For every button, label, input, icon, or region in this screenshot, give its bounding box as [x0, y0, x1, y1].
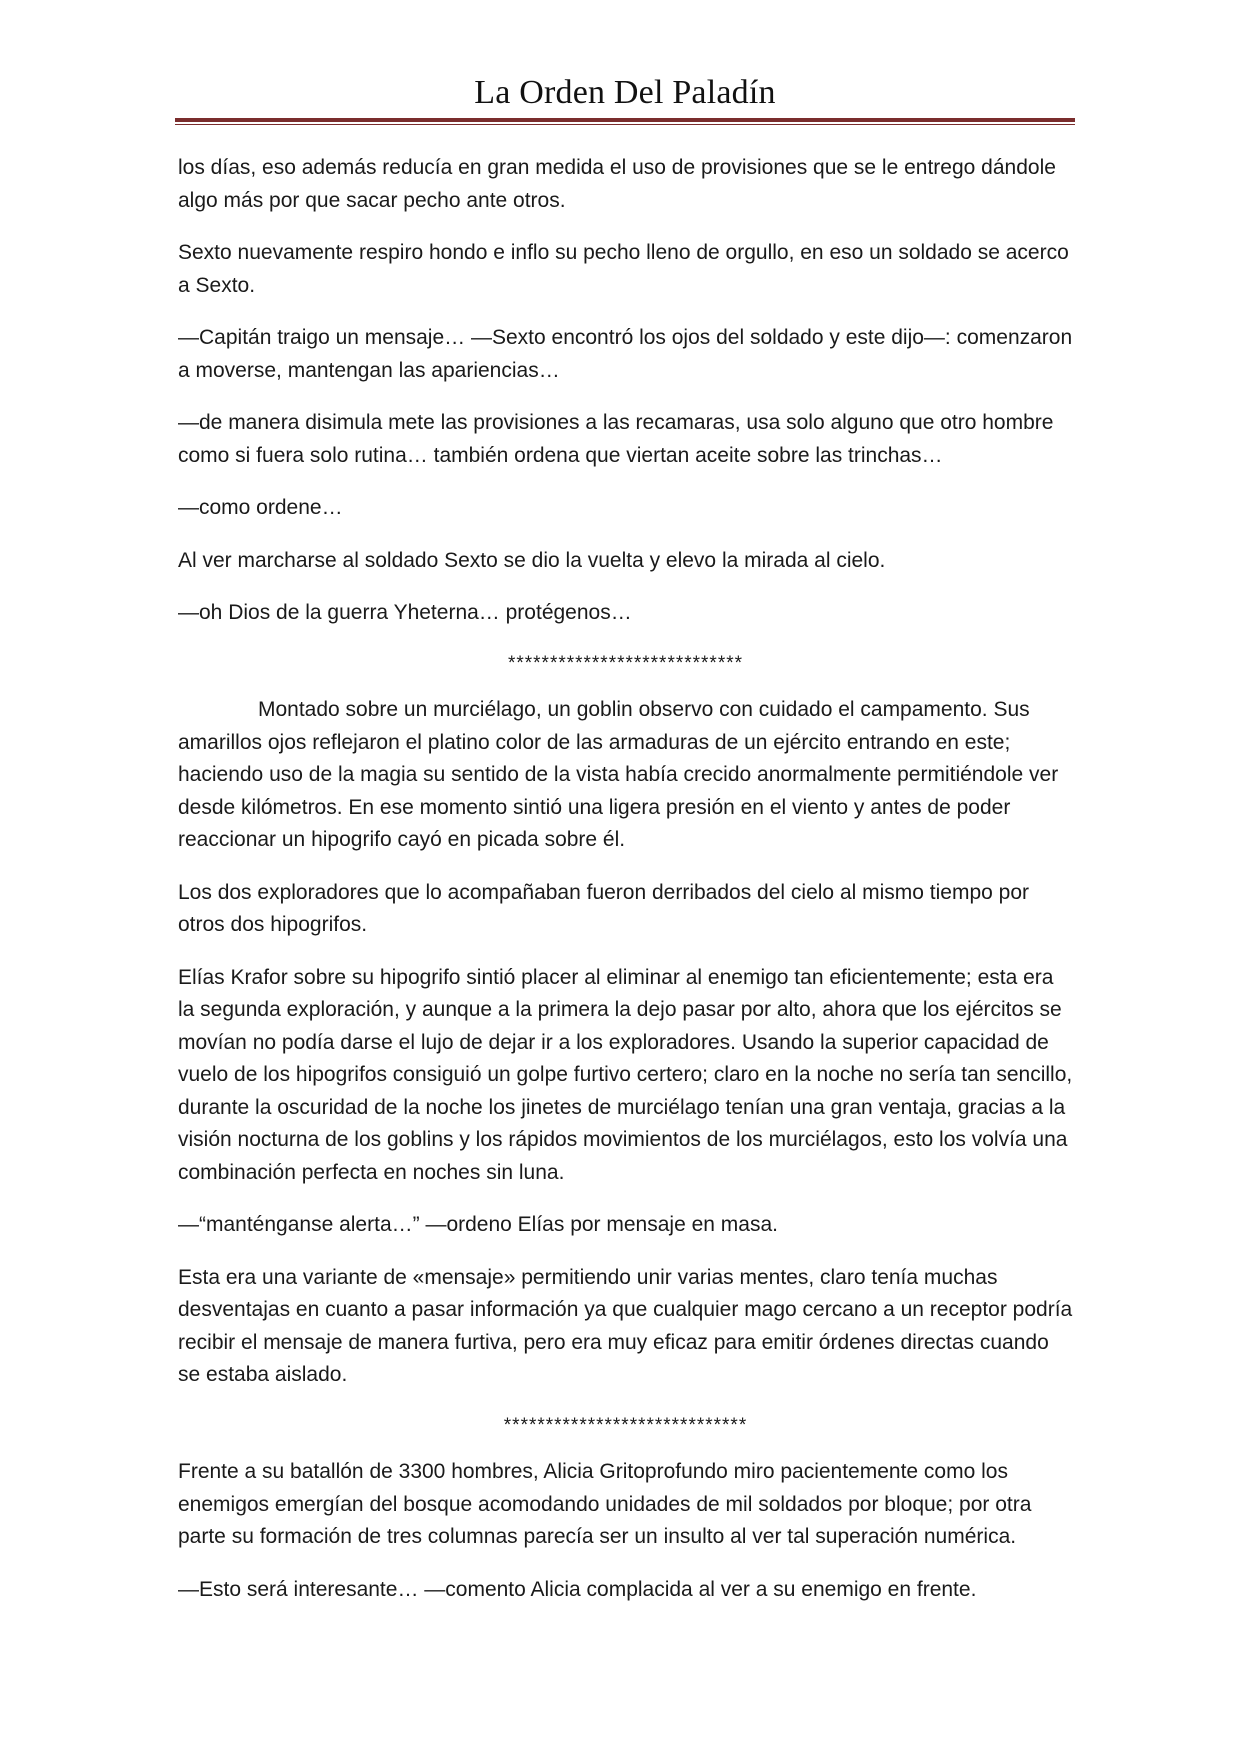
section-separator: ***************************** — [503, 1414, 748, 1436]
dialogue-paragraph: —oh Dios de la guerra Yheterna… protégenos… — [178, 601, 632, 624]
header-rule — [175, 118, 1075, 128]
dialogue-paragraph: —de manera disimula mete las provisiones a las recamaras, usa solo alguno que otro hombre como si fuera solo rutina… también ordena que viertan aceite sobre las trinchas… — [178, 411, 1054, 467]
page-header — [175, 70, 1075, 116]
paragraph: Al ver marcharse al soldado Sexto se dio la vuelta y elevo la mirada al cielo. — [178, 548, 886, 572]
body-text — [178, 152, 1073, 1626]
paragraph: los días, eso además reducía en gran medida el uso de provisiones que se le entrego dándole algo más por que sacar pecho ante otros. — [178, 156, 1056, 212]
dialogue-paragraph: —Capitán traigo un mensaje… —Sexto encontró los ojos del soldado y este dijo—: comenzaron a moverse, mantengan las apariencias… — [178, 326, 1073, 382]
paragraph: Montado sobre un murciélago, un goblin observo con cuidado el campamento. Sus amarillos ojos reflejaron el platino color de las armaduras de un ejército entrando en este; haciendo uso de la magia su sentido de la vista había crecido anormalmente permitiéndole ver desde kilómetros. En ese momento sintió una ligera presión en el viento y antes de poder reaccionar un hipogrifo cayó en picada sobre él. — [178, 698, 1059, 851]
paragraph: Elías Krafor sobre su hipogrifo sintió placer al eliminar al enemigo tan eficientemente; esta era la segunda exploración, y aunque a la primera la dejo pasar por alto, ahora que los ejércitos se movían no podía darse el lujo de dejar ir a los exploradores. Usando la superior capacidad de vuelo de los hipogrifos consiguió un golpe furtivo certero; claro en la noche no sería tan sencillo, durante la oscuridad de la noche los jinetes de murciélago tenían una gran ventaja, gracias a la visión nocturna de los goblins y los rápidos movimientos de los murciélagos, esto los volvía una combinación perfecta en noches sin luna. — [178, 965, 1073, 1184]
paragraph: Esta era una variante de «mensaje» permitiendo unir varias mentes, claro tenía muchas desventajas en cuanto a pasar información ya que cualquier mago cercano a un receptor podría recibir el mensaje de manera furtiva, pero era muy eficaz para emitir órdenes directas cuando se estaba aislado. — [178, 1265, 1073, 1386]
dialogue-paragraph: —“manténganse alerta…” —ordeno Elías por mensaje en masa. — [178, 1213, 778, 1236]
dialogue-paragraph: —Esto será interesante… —comento Alicia complacida al ver a su enemigo en frente. — [178, 1577, 977, 1601]
header-rule-thin — [175, 124, 1075, 125]
header-title: La Orden Del Paladín — [474, 74, 776, 111]
paragraph: Los dos exploradores que lo acompañaban fueron derribados del cielo al mismo tiempo por otros dos hipogrifos. — [178, 880, 1030, 936]
paragraph: Sexto nuevamente respiro hondo e inflo su pecho lleno de orgullo, en eso un soldado se acerco a Sexto. — [178, 241, 1069, 297]
header-rule-thick — [175, 118, 1075, 122]
section-separator: **************************** — [507, 652, 744, 674]
paragraph: Frente a su batallón de 3300 hombres, Alicia Gritoprofundo miro pacientemente como los enemigos emergían del bosque acomodando unidades de mil soldados por bloque; por otra parte su formación de tres columnas parecía ser un insulto al ver tal superación numérica. — [178, 1460, 1032, 1548]
dialogue-paragraph: —como ordene… — [178, 496, 343, 519]
